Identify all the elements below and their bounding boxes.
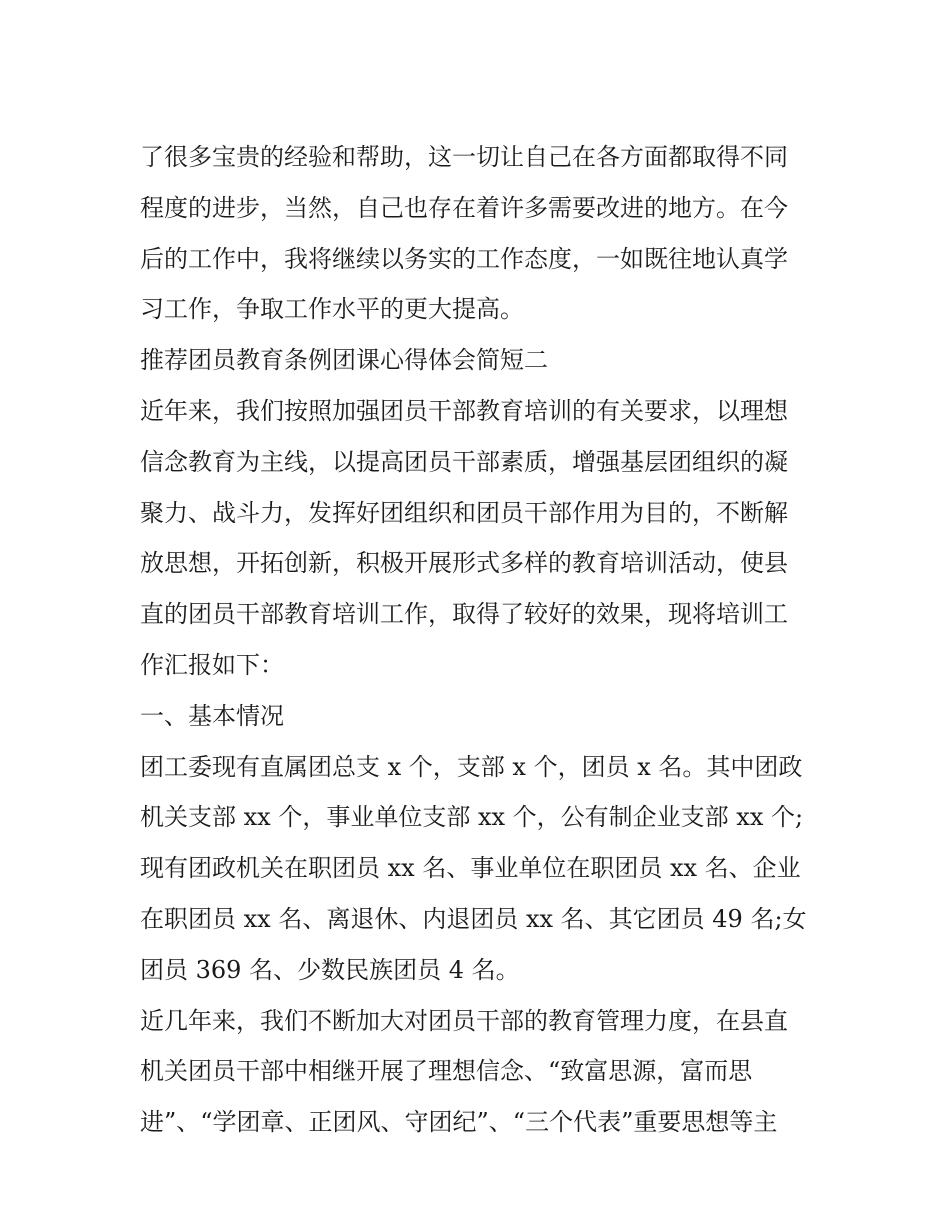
body-line: 在职团员 xx 名、离退休、内退团员 xx 名、其它团员 49 名;女 [140, 904, 807, 933]
body-line: 后的工作中，我将继续以务实的工作态度，一如既往地认真学 [140, 244, 788, 273]
body-line: 了很多宝贵的经验和帮助，这一切让自己在各方面都取得不同 [140, 143, 788, 171]
body-line: 习工作，争取工作水平的更大提高。 [140, 295, 524, 324]
body-line: 近年来，我们按照加强团员干部教育培训的有关要求，以理想 [140, 396, 788, 425]
body-line: 近几年来，我们不断加大对团员干部的教育管理力度，在县直 [140, 1006, 788, 1035]
body-line: 放思想，开拓创新，积极开展形式多样的教育培训活动，使县 [140, 549, 788, 578]
body-line: 程度的进步，当然，自己也存在着许多需要改进的地方。在今 [140, 193, 788, 222]
subsection-heading: 一、基本情况 [140, 701, 284, 730]
body-line: 信念教育为主线，以提高团员干部素质，增强基层团组织的凝 [140, 447, 788, 476]
body-line: 作汇报如下： [140, 650, 284, 679]
body-line: 进”、“学团章、正团风、守团纪”、“三个代表”重要思想等主 [140, 1108, 778, 1137]
body-line: 现有团政机关在职团员 xx 名、事业单位在职团员 xx 名、企业 [140, 854, 801, 883]
body-line: 机关团员干部中相继开展了理想信念、“致富思源，富而思 [140, 1057, 753, 1086]
body-line: 聚力、战斗力，发挥好团组织和团员干部作用为目的，不断解 [140, 498, 788, 527]
document-body [140, 132, 820, 1148]
body-line: 机关支部 xx 个，事业单位支部 xx 个，公有制企业支部 xx 个; [140, 803, 804, 832]
body-line: 团员 369 名、少数民族团员 4 名。 [140, 955, 520, 984]
section-heading: 推荐团员教育条例团课心得体会简短二 [140, 346, 548, 375]
body-line: 直的团员干部教育培训工作，取得了较好的效果，现将培训工 [140, 600, 788, 629]
body-line: 团工委现有直属团总支 x 个，支部 x 个，团员 x 名。其中团政 [140, 752, 803, 781]
